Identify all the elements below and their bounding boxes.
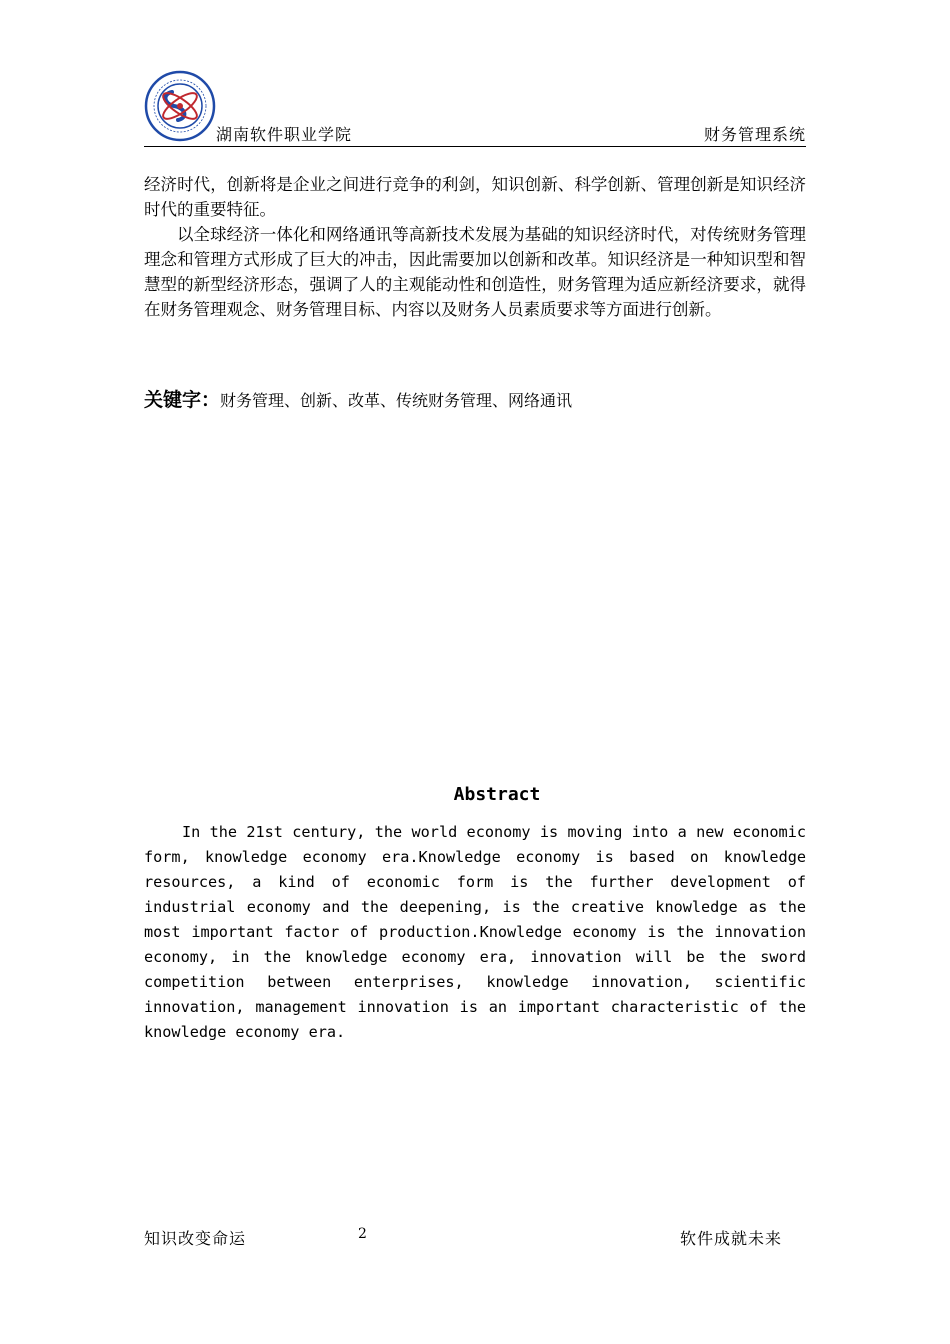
footer-right-motto: 软件成就未来 (680, 1229, 783, 1248)
abstract-title: Abstract (453, 784, 541, 805)
body-paragraph-2: 以全球经济一体化和网络通讯等高新技术发展为基础的知识经济时代，对传统财务管理理念和管理方式形成了巨大的冲击，因此需要加以创新和改革。知识经济是一种知识型和智慧型的新型经济形态，强调了人的主观能动性和创造性，财务管理为适应新经济要求，就得在财务管理观念、财务管理目标、内容以及财务人员素质要求等方面进行创新。 (144, 225, 806, 319)
keywords-text: 财务管理、创新、改革、传统财务管理、网络通讯 (220, 391, 573, 410)
footer-left-motto: 知识改变命运 (144, 1229, 247, 1248)
body-paragraph-1: 经济时代，创新将是企业之间进行竞争的利剑，知识创新、科学创新、管理创新是知识经济时代的重要特征。 (144, 175, 806, 219)
page-header (144, 70, 806, 147)
chinese-body (144, 172, 806, 322)
page-number: 2 (358, 1226, 367, 1242)
header-school-name: 湖南软件职业学院 (216, 125, 353, 144)
school-logo (144, 70, 216, 142)
header-system-name: 财务管理系统 (703, 125, 806, 144)
keywords-line (144, 385, 572, 412)
abstract-body: In the 21st century, the world economy is moving into a new economic form, knowledge economy era.Knowledge economy is based on knowledge resources, a kind of economic form is the further development of industrial economy and the deepening, is the creative knowledge as the most important factor of production.Knowledge economy is the innovation economy, in the knowledge economy era, innovation will be the sword competition between enterprises, knowledge innovation, scientific innovation, management innovation is an important characteristic of the knowledge economy era. (144, 823, 806, 1041)
keywords-label: 关键字： (144, 389, 221, 411)
